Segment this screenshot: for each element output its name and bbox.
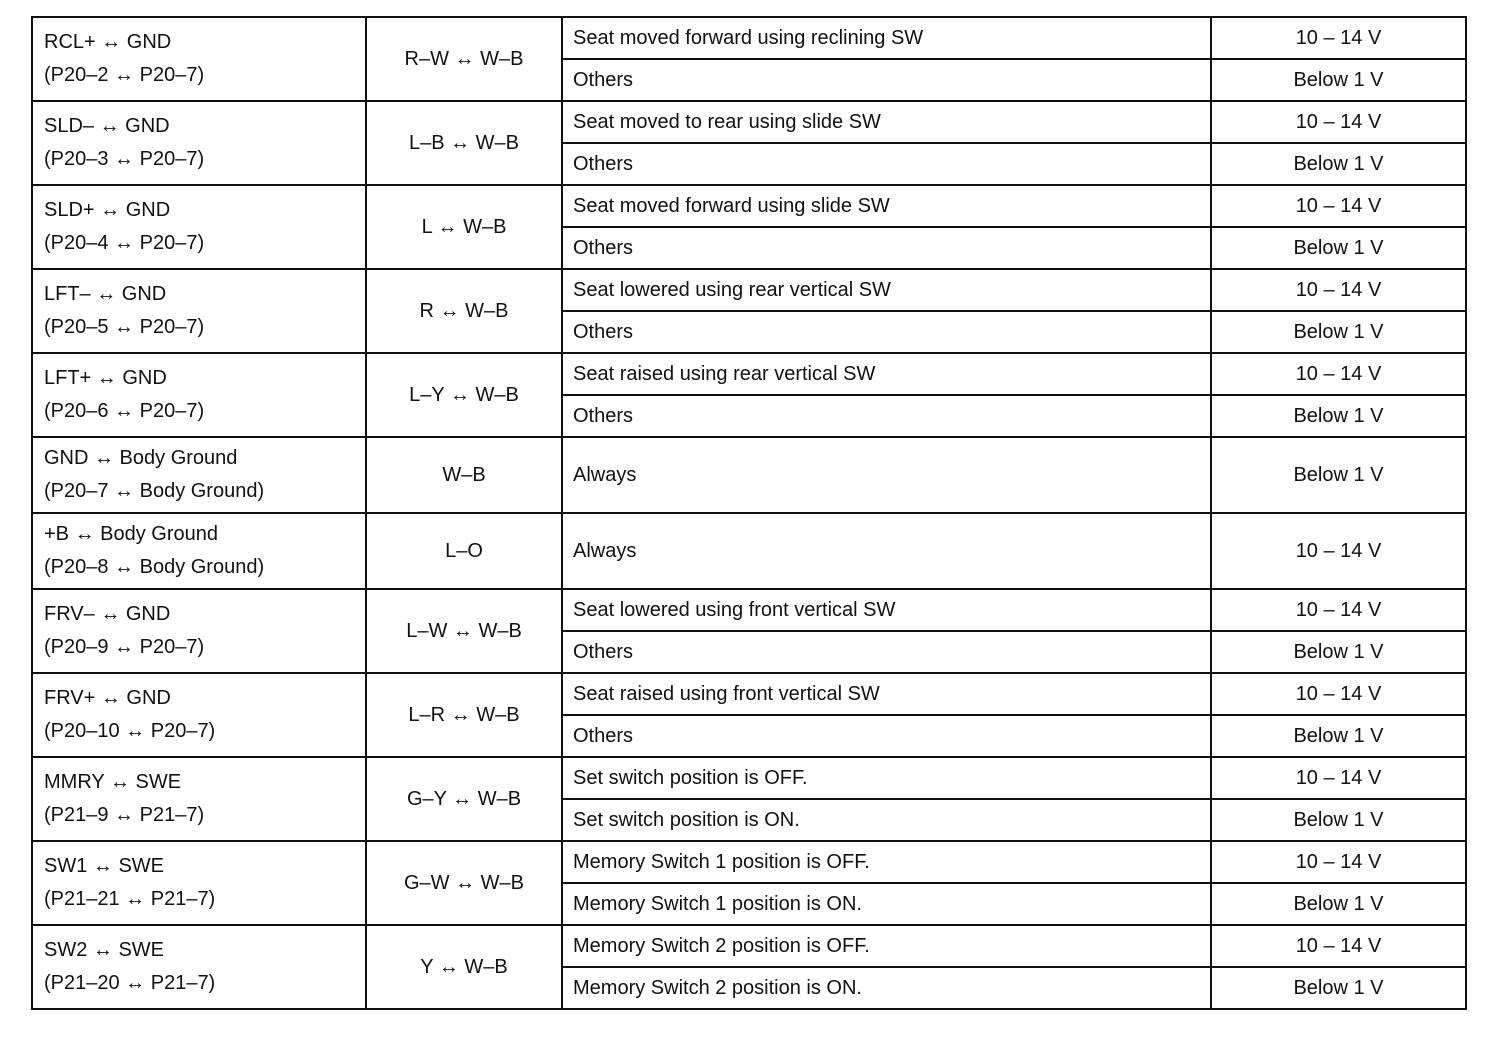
condition-cell: Others [562,395,1211,437]
terminal-cell [32,925,366,1009]
terminal-pins: (P20–4 ↔ P20–7) [44,232,205,254]
terminal-name: +B ↔ Body Ground [44,523,218,545]
terminal-cell [32,841,366,925]
condition-cell: Seat moved to rear using slide SW [562,101,1211,143]
wiring-color-cell: R–W ↔ W–B [366,17,562,101]
wiring-color-cell: L–R ↔ W–B [366,673,562,757]
terminal-name: GND ↔ Body Ground [44,447,238,469]
spec-voltage-cell: Below 1 V [1211,883,1466,925]
table-row [32,17,1466,59]
terminal-cell [32,101,366,185]
condition-cell: Others [562,143,1211,185]
table-row [32,589,1466,631]
table-row [32,757,1466,799]
condition-cell: Set switch position is ON. [562,799,1211,841]
terminal-pins: (P20–8 ↔ Body Ground) [44,556,265,578]
table-row [32,841,1466,883]
terminal-name: LFT+ ↔ GND [44,367,167,389]
spec-voltage-cell: 10 – 14 V [1211,757,1466,799]
wiring-color-cell: G–W ↔ W–B [366,841,562,925]
table-row [32,437,1466,513]
terminal-name: SLD– ↔ GND [44,115,170,137]
terminal-cell [32,589,366,673]
spec-voltage-cell: 10 – 14 V [1211,589,1466,631]
wiring-color-cell: W–B [366,437,562,513]
spec-voltage-cell: Below 1 V [1211,715,1466,757]
spec-voltage-cell: Below 1 V [1211,395,1466,437]
wiring-color-cell: L–W ↔ W–B [366,589,562,673]
condition-cell: Others [562,59,1211,101]
condition-cell: Seat raised using rear vertical SW [562,353,1211,395]
condition-cell: Seat raised using front vertical SW [562,673,1211,715]
condition-cell: Others [562,227,1211,269]
terminal-cell [32,353,366,437]
spec-voltage-cell: 10 – 14 V [1211,269,1466,311]
terminal-cell [32,673,366,757]
table-body [32,17,1466,1009]
terminal-pins: (P20–10 ↔ P20–7) [44,720,216,742]
terminal-pins: (P21–9 ↔ P21–7) [44,804,205,826]
spec-voltage-cell: Below 1 V [1211,799,1466,841]
terminal-pins: (P20–6 ↔ P20–7) [44,400,205,422]
spec-voltage-cell: 10 – 14 V [1211,185,1466,227]
terminal-pins: (P20–5 ↔ P20–7) [44,316,205,338]
condition-cell: Seat moved forward using slide SW [562,185,1211,227]
spec-voltage-cell: Below 1 V [1211,143,1466,185]
table-row [32,925,1466,967]
spec-voltage-cell: 10 – 14 V [1211,841,1466,883]
condition-cell: Memory Switch 1 position is ON. [562,883,1211,925]
condition-cell: Memory Switch 2 position is OFF. [562,925,1211,967]
wiring-color-cell: L–Y ↔ W–B [366,353,562,437]
condition-cell: Seat lowered using front vertical SW [562,589,1211,631]
condition-cell: Seat lowered using rear vertical SW [562,269,1211,311]
terminal-pins: (P21–20 ↔ P21–7) [44,972,216,994]
terminal-cell [32,757,366,841]
spec-voltage-cell: Below 1 V [1211,631,1466,673]
terminal-name: SW1 ↔ SWE [44,855,165,877]
spec-voltage-cell: 10 – 14 V [1211,673,1466,715]
condition-cell: Others [562,631,1211,673]
spec-voltage-cell: 10 – 14 V [1211,513,1466,589]
spec-voltage-cell: Below 1 V [1211,311,1466,353]
spec-voltage-cell: Below 1 V [1211,227,1466,269]
terminal-name: MMRY ↔ SWE [44,771,182,793]
wiring-color-cell: L–B ↔ W–B [366,101,562,185]
table-row [32,185,1466,227]
wiring-color-cell: L ↔ W–B [366,185,562,269]
wiring-color-cell: R ↔ W–B [366,269,562,353]
terminal-cell [32,269,366,353]
terminal-pins: (P20–2 ↔ P20–7) [44,64,205,86]
table-row [32,269,1466,311]
terminal-name: FRV– ↔ GND [44,603,171,625]
spec-voltage-cell: Below 1 V [1211,437,1466,513]
spec-voltage-cell: 10 – 14 V [1211,353,1466,395]
condition-cell: Seat moved forward using reclining SW [562,17,1211,59]
table-row [32,101,1466,143]
table-row [32,353,1466,395]
condition-cell: Memory Switch 2 position is ON. [562,967,1211,1009]
spec-voltage-cell: Below 1 V [1211,967,1466,1009]
terminal-name: LFT– ↔ GND [44,283,167,305]
terminal-voltage-table [31,16,1467,1010]
condition-cell: Memory Switch 1 position is OFF. [562,841,1211,883]
terminal-pins: (P20–7 ↔ Body Ground) [44,480,265,502]
terminal-cell [32,513,366,589]
terminal-name: SW2 ↔ SWE [44,939,165,961]
spec-voltage-cell: 10 – 14 V [1211,925,1466,967]
wiring-color-cell: Y ↔ W–B [366,925,562,1009]
terminal-cell [32,437,366,513]
wiring-color-cell: L–O [366,513,562,589]
condition-cell: Always [562,513,1211,589]
terminal-pins: (P20–3 ↔ P20–7) [44,148,205,170]
terminal-pins: (P21–21 ↔ P21–7) [44,888,216,910]
table-row [32,513,1466,589]
terminal-name: SLD+ ↔ GND [44,199,171,221]
terminal-cell [32,185,366,269]
condition-cell: Others [562,715,1211,757]
condition-cell: Others [562,311,1211,353]
spec-voltage-cell: Below 1 V [1211,59,1466,101]
condition-cell: Set switch position is OFF. [562,757,1211,799]
table-row [32,673,1466,715]
spec-voltage-cell: 10 – 14 V [1211,17,1466,59]
terminal-cell [32,17,366,101]
terminal-name: RCL+ ↔ GND [44,31,172,53]
wiring-color-cell: G–Y ↔ W–B [366,757,562,841]
spec-voltage-cell: 10 – 14 V [1211,101,1466,143]
condition-cell: Always [562,437,1211,513]
terminal-name: FRV+ ↔ GND [44,687,171,709]
terminal-pins: (P20–9 ↔ P20–7) [44,636,205,658]
